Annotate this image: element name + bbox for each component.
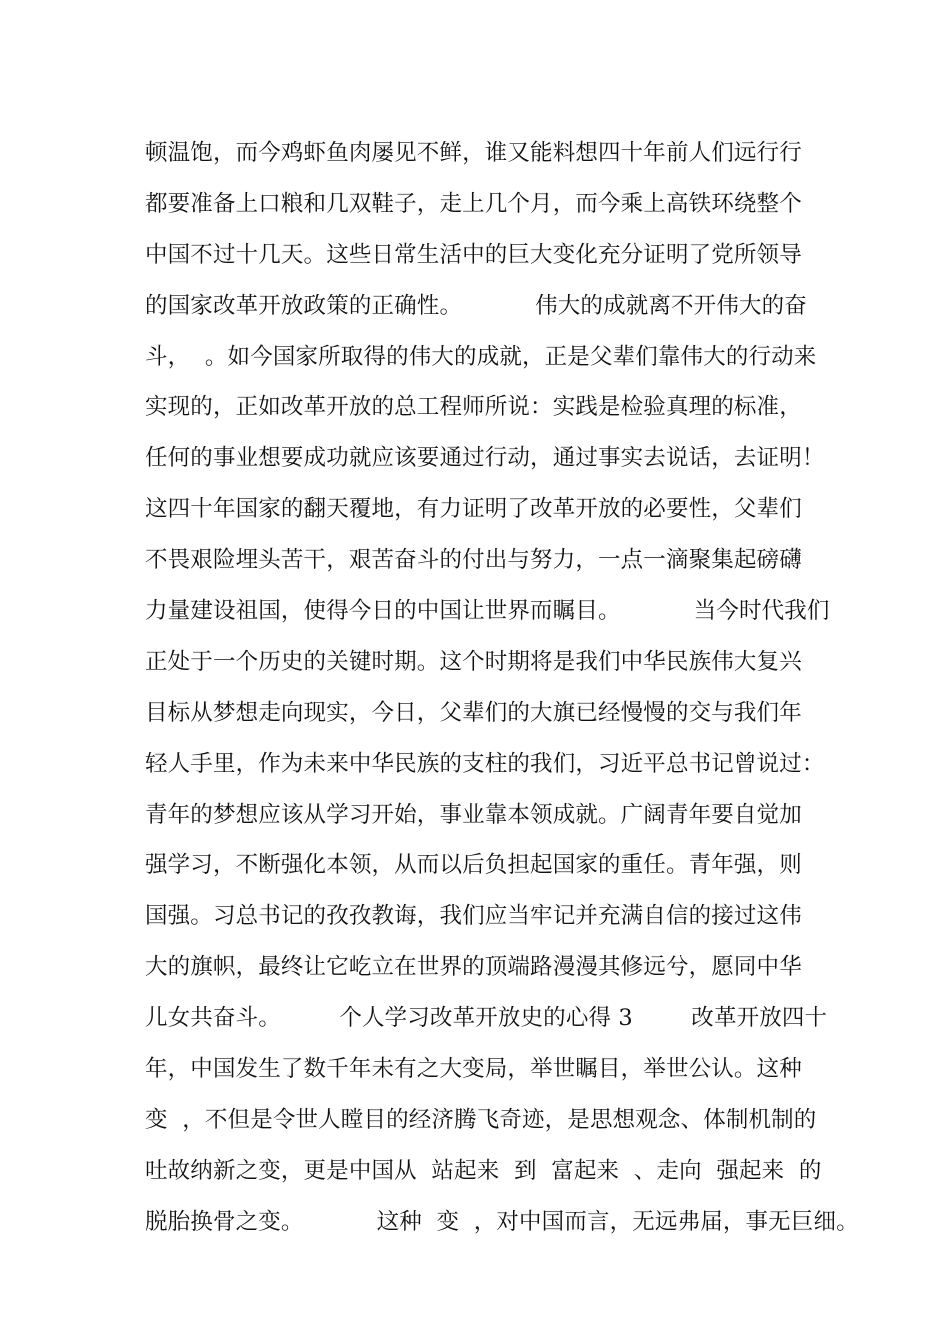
text-line: 力量建设祖国，使得今日的中国让世界而瞩目。 当今时代我们 (145, 598, 830, 625)
text-line: 吐故纳新之变，更是中国从 站起来 到 富起来 、走向 强起来 的 (145, 1157, 822, 1184)
body-text (145, 128, 859, 1248)
text-line: 青年的梦想应该从学习开始，事业靠本领成就。广阔青年要自觉加 (145, 801, 802, 828)
text-line: 实现的，正如改革开放的总工程师所说：实践是检验真理的标准， (145, 394, 802, 421)
text-line: 轻人手里，作为未来中华民族的支柱的我们，习近平总书记曾说过： (145, 750, 825, 777)
text-line: 这四十年国家的翻天覆地，有力证明了改革开放的必要性，父辈们 (145, 496, 802, 523)
text-line: 中国不过十几天。这些日常生活中的巨大变化充分证明了党所领导 (145, 241, 802, 268)
text-line: 强学习，不断强化本领，从而以后负担起国家的重任。青年强，则 (145, 852, 802, 879)
text-line: 目标从梦想走向现实，今日，父辈们的大旗已经慢慢的交与我们年 (145, 699, 802, 726)
text-line: 的国家改革开放政策的正确性。 伟大的成就离不开伟大的奋 (145, 292, 807, 319)
text-line: 大的旗帜，最终让它屹立在世界的顶端路漫漫其修远兮，愿同中华 (145, 954, 802, 981)
text-line: 都要准备上口粮和几双鞋子，走上几个月，而今乘上高铁环绕整个 (145, 190, 802, 217)
text-line: 斗， 。如今国家所取得的伟大的成就，正是父辈们靠伟大的行动来 (145, 343, 817, 370)
text-line: 国强。习总书记的孜孜教诲，我们应当牢记并充满自信的接过这伟 (145, 903, 802, 930)
text-line: 脱胎换骨之变。 这种 变 ，对中国而言，无远弗届，事无巨细。 (145, 1208, 859, 1235)
text-line: 年，中国发生了数千年未有之大变局，举世瞩目，举世公认。这种 (145, 1056, 802, 1083)
text-line: 变 ，不但是令世人瞠目的经济腾飞奇迹，是思想观念、体制机制的 (145, 1106, 817, 1133)
text-line: 顿温饱，而今鸡虾鱼肉屡见不鲜，谁又能料想四十年前人们远行行 (145, 140, 802, 166)
text-line: 正处于一个历史的关键时期。这个时期将是我们中华民族伟大复兴 (145, 648, 802, 675)
text-line: 儿女共奋斗。 个人学习改革开放史的心得 3 改革开放四十 (145, 1005, 828, 1032)
text-line: 不畏艰险埋头苦干，艰苦奋斗的付出与努力，一点一滴聚集起磅礴 (145, 547, 802, 574)
text-line: 任何的事业想要成功就应该要通过行动，通过事实去说话，去证明！ (145, 445, 825, 472)
